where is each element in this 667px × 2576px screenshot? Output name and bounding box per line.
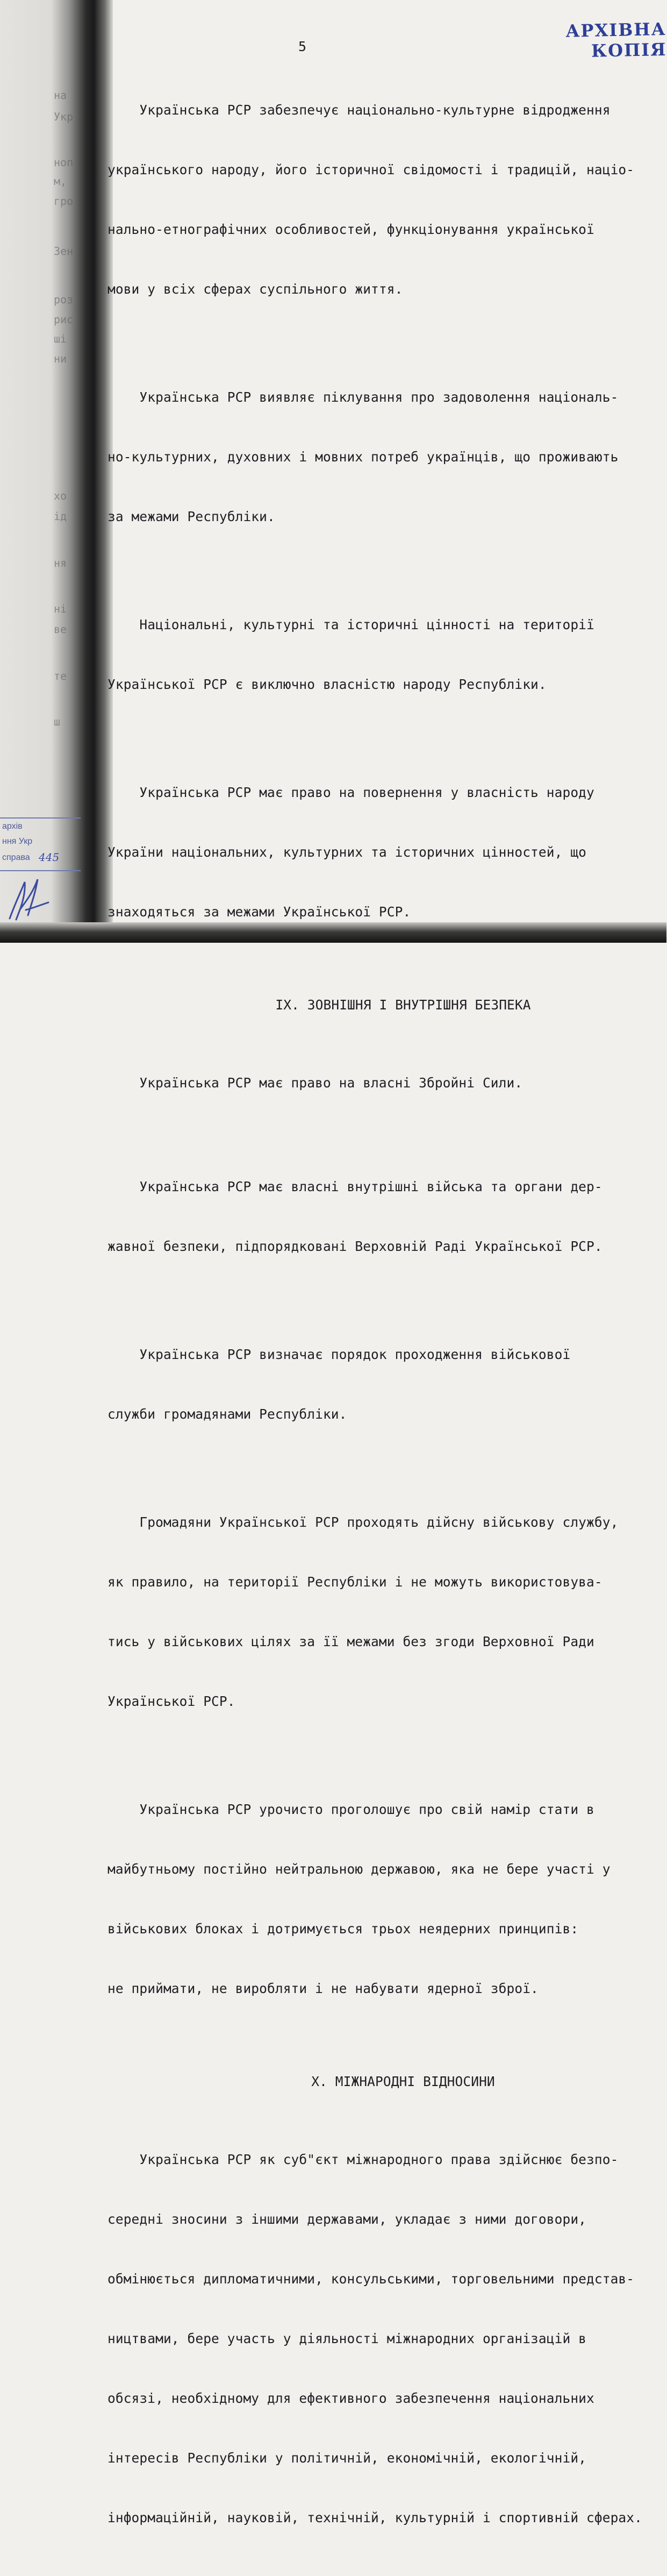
ghost-fragment: те	[54, 670, 67, 682]
paragraph	[107, 1033, 666, 1133]
text-line: України національних, культурних та історичних цінностей, що	[107, 844, 587, 860]
previous-page-edge	[0, 0, 74, 943]
document-body	[107, 60, 666, 2576]
ghost-fragment: ід	[54, 510, 67, 523]
text-line: Української РСР є виключно власністю народу Республіки.	[107, 677, 547, 692]
archive-copy-stamp: АРХІВНА КОПІЯ	[565, 18, 667, 61]
text-line: майбутньому постійно нейтральною державою, яка не бере участі у	[107, 1861, 611, 1877]
text-line: тись у військових цілях за її межами без згоди Верховної Ради	[107, 1634, 594, 1649]
stamp-line: ння Укр	[2, 837, 33, 846]
ghost-fragment: Зен	[54, 245, 74, 258]
ghost-fragment: роз	[54, 293, 74, 306]
ghost-fragment: хо	[54, 489, 67, 502]
text-line: Українська РСР має право на повернення у власність народу	[107, 785, 594, 800]
text-line: жавної безпеки, підпорядковані Верховній Раді Української РСР.	[107, 1239, 603, 1254]
text-line: українського народу, його історичної свідомості і традицій, націо-	[107, 162, 635, 177]
paragraph	[107, 1137, 666, 1296]
text-line: за межами Республіки.	[107, 509, 275, 524]
ghost-fragment: рис	[54, 313, 74, 326]
text-line: інтересів Республіки у політичній, економічній, екологічній,	[107, 2450, 587, 2466]
text-line: Української РСР.	[107, 1693, 235, 1709]
paragraph	[107, 1760, 666, 2038]
stamp-line: справа	[2, 853, 30, 862]
page-number: 5	[298, 39, 307, 54]
text-line: Українська РСР урочисто проголошує про свій намір стати в	[107, 1802, 594, 1817]
text-line: Громадяни Української РСР проходять дійсну військову службу,	[107, 1514, 619, 1530]
text-line: обсязі, необхідному для ефективного забезпечення національних	[107, 2390, 594, 2406]
text-line: знаходяться за межами Української РСР.	[107, 904, 411, 920]
ghost-fragment: на	[54, 89, 67, 102]
text-line: як правило, на території Республіки і не можуть використовува-	[107, 1574, 603, 1590]
paragraph	[107, 575, 666, 734]
ghost-fragment: ни	[54, 352, 67, 365]
stamp-line: архів	[2, 822, 23, 831]
text-line: не приймати, не виробляти і не набувати ядерної зброї.	[107, 1981, 539, 1996]
section-heading-international: X. МІЖНАРОДНІ ВІДНОСИНИ	[311, 2074, 495, 2089]
text-line: Українська РСР має власні внутрішні війська та органи дер-	[107, 1179, 603, 1194]
ghost-fragment: ш	[54, 715, 61, 728]
text-line: Українська РСР забезпечує національно-культурне відродження	[107, 102, 611, 118]
paragraph	[107, 1472, 666, 1751]
section-heading-security: IX. ЗОВНІШНЯ І ВНУТРІШНЯ БЕЗПЕКА	[275, 997, 531, 1013]
case-number: 445	[39, 851, 60, 864]
ghost-fragment: Укр	[54, 110, 74, 123]
paragraph	[107, 2110, 666, 2567]
ghost-fragment: м,	[54, 175, 67, 188]
ghost-fragment: ноп	[54, 156, 74, 169]
paragraph	[107, 60, 666, 339]
text-line: Національні, культурні та історичні цінності на території	[107, 617, 594, 632]
text-line: інформаційній, науковій, технічній, культурній і спортивній сферах.	[107, 2510, 642, 2525]
signature-icon	[4, 871, 53, 925]
paragraph	[107, 1305, 666, 1464]
ghost-fragment: гро	[54, 195, 74, 208]
text-line: нально-етнографічних особливостей, функціонування української	[107, 222, 594, 237]
text-line: мови у всіх сферах суспільного життя.	[107, 281, 403, 297]
paragraph	[107, 743, 666, 962]
text-line: Українська РСР має право на власні Збройні Сили.	[107, 1075, 523, 1091]
archive-case-stamp	[0, 817, 81, 871]
text-line: обмінюється дипломатичними, консульськими, торговельними представ-	[107, 2271, 635, 2287]
text-line: військових блоках і дотримується трьох неядерних принципів:	[107, 1921, 579, 1937]
ghost-fragment: ні	[54, 602, 67, 615]
text-line: но-культурних, духовних і мовних потреб українців, що проживають	[107, 449, 619, 465]
text-line: Українська РСР визначає порядок проходження військової	[107, 1347, 571, 1362]
ghost-fragment: ші	[54, 332, 67, 345]
text-line: служби громадянами Республіки.	[107, 1406, 347, 1422]
paragraph	[107, 347, 666, 566]
text-line: середні зносини з іншими державами, укладає з ними договори,	[107, 2211, 587, 2227]
ghost-fragment: ня	[54, 557, 67, 570]
ghost-fragment: ве	[54, 623, 67, 636]
text-line: ництвами, бере участь у діяльності міжнародних організацій в	[107, 2331, 587, 2346]
text-line: Українська РСР як суб"єкт міжнародного права здійснює безпо-	[107, 2152, 619, 2167]
text-line: Українська РСР виявляє піклування про задоволення національ-	[107, 389, 619, 405]
